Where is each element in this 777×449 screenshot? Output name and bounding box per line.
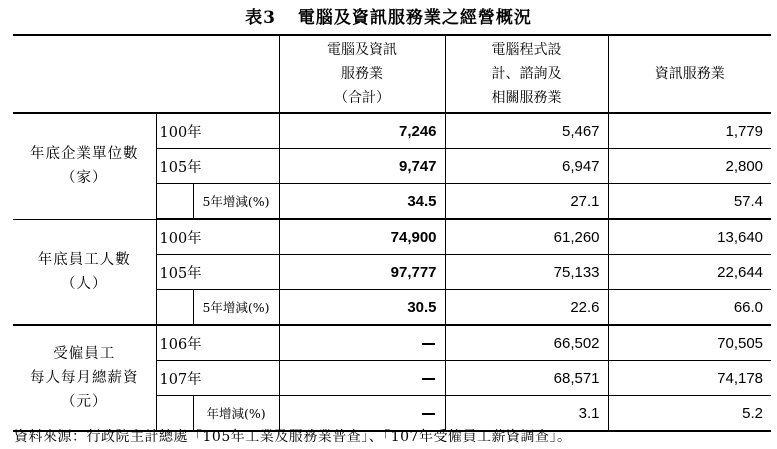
- cell-programming: 66,502: [445, 325, 608, 361]
- row-label: 105年: [156, 149, 279, 184]
- table-number: 表3: [245, 8, 276, 28]
- cell-info-services: 1,779: [608, 113, 771, 149]
- not-available-dash: [422, 343, 435, 345]
- header-col-info-services: 資訊服務業: [608, 35, 771, 113]
- cell-info-services: 22,644: [608, 255, 771, 290]
- group-label-enterprises: 年底企業單位數 （家）: [13, 113, 156, 219]
- not-available-dash: [422, 413, 435, 415]
- not-available-dash: [422, 378, 435, 380]
- cell-programming: 61,260: [445, 219, 608, 255]
- row-label: 5年增減(%): [193, 290, 279, 326]
- row-label: 100年: [156, 219, 279, 255]
- cell-programming: 68,571: [445, 361, 608, 396]
- cell-total: 97,777: [279, 255, 445, 290]
- header-row: [13, 35, 771, 113]
- cell-programming: 27.1: [445, 184, 608, 220]
- row-label: 105年: [156, 255, 279, 290]
- header-col-total: 電腦及資訊 服務業 （合計）: [279, 35, 445, 113]
- indent-spacer: [156, 290, 193, 326]
- cell-total: 74,900: [279, 219, 445, 255]
- cell-total: 30.5: [279, 290, 445, 326]
- cell-info-services: 2,800: [608, 149, 771, 184]
- cell-info-services: 74,178: [608, 361, 771, 396]
- cell-total: [279, 361, 445, 396]
- table-row: [13, 113, 771, 149]
- cell-info-services: 70,505: [608, 325, 771, 361]
- table-row: [13, 219, 771, 255]
- row-label: 100年: [156, 113, 279, 149]
- cell-info-services: 13,640: [608, 219, 771, 255]
- cell-total: 9,747: [279, 149, 445, 184]
- cell-info-services: 5.2: [608, 396, 771, 432]
- cell-total: 7,246: [279, 113, 445, 149]
- row-label: 5年增減(%): [193, 184, 279, 220]
- table-title-text: 電腦及資訊服務業之經營概況: [297, 8, 532, 28]
- cell-programming: 75,133: [445, 255, 608, 290]
- business-overview-table: [13, 34, 771, 432]
- table-row: [13, 325, 771, 361]
- indent-spacer: [156, 184, 193, 220]
- header-corner: [13, 35, 279, 113]
- table-title: [0, 3, 777, 28]
- row-label: 106年: [156, 325, 279, 361]
- source-note: 資料來源：行政院主計總處「105年工業及服務業普查」、「107年受僱員工薪資調查」。: [14, 429, 572, 445]
- group-label-wages: 受僱員工 每人每月總薪資 （元）: [13, 325, 156, 431]
- cell-total: 34.5: [279, 184, 445, 220]
- cell-total: [279, 325, 445, 361]
- cell-info-services: 66.0: [608, 290, 771, 326]
- group-label-employees: 年底員工人數 （人）: [13, 219, 156, 325]
- cell-programming: 6,947: [445, 149, 608, 184]
- cell-programming: 5,467: [445, 113, 608, 149]
- row-label: 年增減(%): [193, 396, 279, 432]
- cell-programming: 3.1: [445, 396, 608, 432]
- cell-info-services: 57.4: [608, 184, 771, 220]
- cell-programming: 22.6: [445, 290, 608, 326]
- row-label: 107年: [156, 361, 279, 396]
- header-col-programming: 電腦程式設 計、諮詢及 相關服務業: [445, 35, 608, 113]
